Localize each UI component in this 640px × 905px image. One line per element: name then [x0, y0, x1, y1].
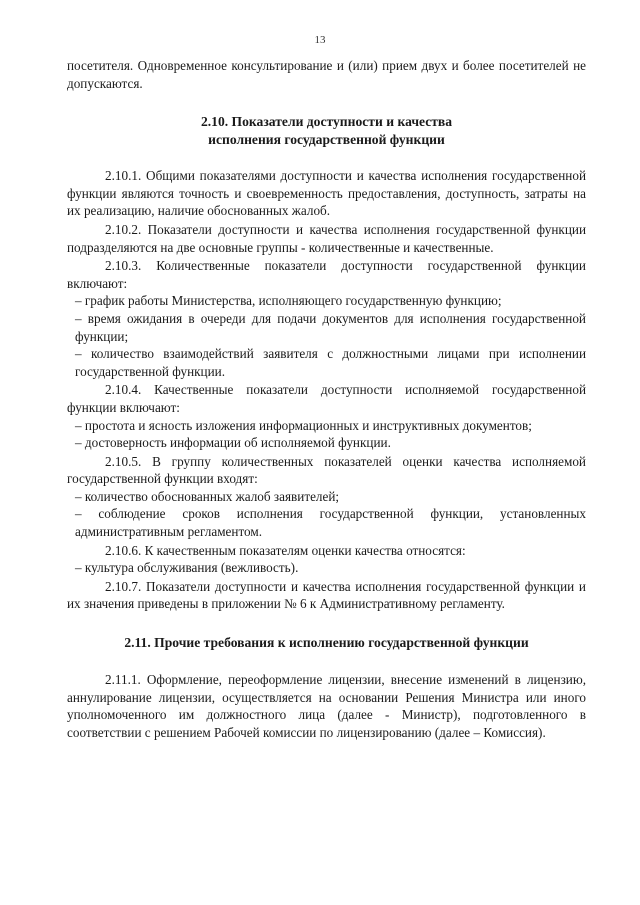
page-number: 13 — [314, 34, 326, 46]
list-item: – количество обоснованных жалоб заявителей; — [75, 488, 340, 504]
section-heading-2-10-line2: исполнения государственной функции — [208, 132, 445, 148]
section-heading-2-10 — [67, 113, 586, 149]
paragraph-2-10-2: 2.10.2. Показатели доступности и качества исполнения государственной функции подразделяются на две основные группы - количественные и качественные. — [67, 221, 586, 255]
section-heading-2-11: 2.11. Прочие требования к исполнению государственной функции — [124, 635, 529, 651]
paragraph-2-10-1: 2.10.1. Общими показателями доступности и качества исполнения государственной функции являются точность и своевременность предоставления, доступность, затраты на их реализацию, наличие обоснованных жалоб. — [67, 168, 586, 219]
list-item: – время ожидания в очереди для подачи документов для исполнения государственной функции; — [75, 310, 586, 344]
list-item: – достоверность информации об исполняемой функции. — [75, 435, 391, 451]
paragraph-2-10-3: 2.10.3. Количественные показатели доступности государственной функции включают: — [67, 258, 586, 291]
paragraph-2-10-5: 2.10.5. В группу количественных показателей оценки качества исполняемой государственной функции входят: — [67, 453, 586, 487]
paragraph-2-10-4: 2.10.4. Качественные показатели доступности исполняемой государственной функции включают: — [67, 382, 586, 415]
document-body — [67, 57, 586, 741]
list-item: – простота и ясность изложения информационных и инструктивных документов; — [75, 417, 532, 433]
paragraph-2-11-1: 2.11.1. Оформление, переоформление лицензии, внесение изменений в лицензию, аннулирование лицензии, осуществляется на основании Решения Министра или иного уполномоченного им должностного лица (далее - Министр), подготовленного в соответствии с решением Рабочей комиссии по лицензированию (далее – Комиссия). — [67, 672, 586, 740]
paragraph-2-10-6: 2.10.6. К качественным показателям оценки качества относятся: — [105, 542, 466, 558]
paragraph-continuation: посетителя. Одновременное консультирование и (или) прием двух и более посетителей не допускаются. — [67, 58, 586, 91]
list-item: – количество взаимодействий заявителя с должностными лицами при исполнении государственной функции. — [75, 346, 586, 379]
list-item: – культура обслуживания (вежливость). — [75, 560, 299, 576]
list-item: – график работы Министерства, исполняющего государственную функцию; — [75, 293, 502, 309]
section-heading-2-10-line1: 2.10. Показатели доступности и качества — [200, 114, 453, 130]
list-item: – соблюдение сроков исполнения государственной функции, установленных административным регламентом. — [75, 506, 586, 540]
paragraph-2-10-7: 2.10.7. Показатели доступности и качества исполнения государственной функции и их значения приведены в приложении № 6 к Административному регламенту. — [67, 578, 586, 612]
